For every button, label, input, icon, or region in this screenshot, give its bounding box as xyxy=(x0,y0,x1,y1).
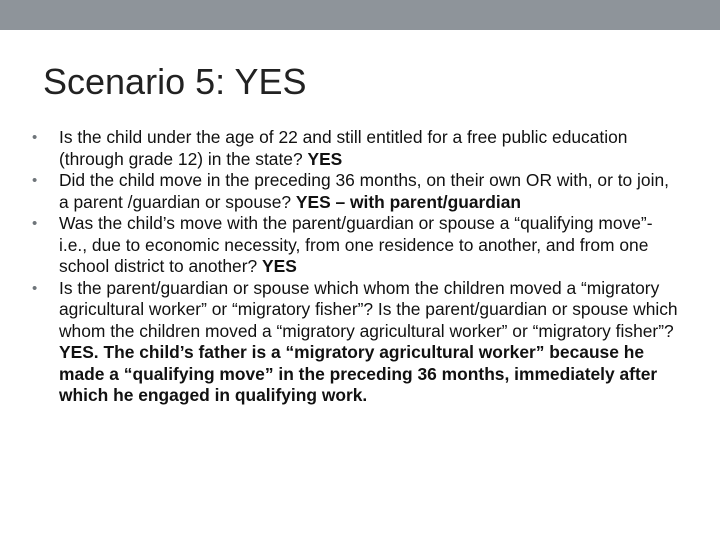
slide-title: Scenario 5: YES xyxy=(43,61,307,102)
bullet-list xyxy=(32,127,682,407)
bullet-answer: YES. The child’s father is a “migratory agricultural worker” because he made a “qualifying move” in the preceding 36 months, immediately after which he engaged in qualifying work. xyxy=(59,342,658,405)
bullet-answer: YES xyxy=(307,148,343,169)
bullet-item-2 xyxy=(32,170,682,213)
bullet-item-3 xyxy=(32,213,682,278)
bullet-icon: • xyxy=(32,129,38,146)
bullet-answer: YES xyxy=(262,256,297,276)
bullet-text: Is the parent/guardian or spouse which whom the children moved a “migratory agricultural worker” or “migratory fisher”? Is the parent/guardian or spouse which whom the children moved a “migratory agricultural worker” or “migratory fisher”? xyxy=(59,277,678,341)
bullet-answer: YES – with parent/guardian xyxy=(295,191,522,212)
top-banner xyxy=(0,0,720,30)
bullet-icon: • xyxy=(32,172,38,189)
bullet-text: Is the child under the age of 22 and still entitled for a free public education (through grade 12) in the state? xyxy=(59,127,628,169)
bullet-icon: • xyxy=(32,279,38,297)
bullet-item-4 xyxy=(32,278,682,407)
bullet-text: Was the child’s move with the parent/guardian or spouse a “qualifying move”- i.e., due to economic necessity, from one residence to another, and from one school district to another? xyxy=(59,213,653,276)
bullet-icon: • xyxy=(32,215,38,232)
bullet-text: Did the child move in the preceding 36 months, on their own OR with, or to join, a parent /guardian or spouse? xyxy=(59,170,669,212)
bullet-item-1 xyxy=(32,127,682,170)
